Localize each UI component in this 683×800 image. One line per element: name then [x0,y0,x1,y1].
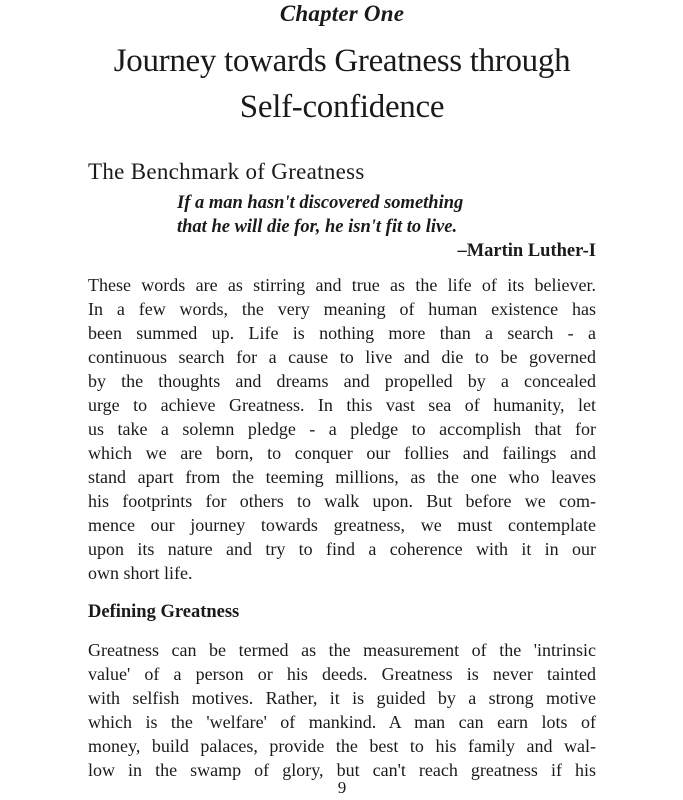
epigraph [88,191,596,239]
epigraph-line-1: If a man hasn't discovered something [177,193,464,213]
paragraph-line: urge to achieve Greatness. In this vast sea of humanity, let [88,395,596,415]
subsection-paragraph [88,638,596,782]
paragraph-line: by the thoughts and dreams and propelled by a concealed [88,371,596,391]
paragraph-line: In a few words, the very meaning of human existence has [88,299,596,319]
paragraph-line: which we are born, to conquer our follies and failings and [88,443,596,463]
section-paragraph [88,273,596,585]
paragraph-line: with selfish motives. Rather, it is guided by a strong motive [88,688,596,708]
paragraph-line: These words are as stirring and true as the life of its believer. [88,275,596,295]
paragraph-line: mence our journey towards greatness, we must contemplate [88,515,596,535]
chapter-title [88,38,596,130]
chapter-title-line-1: Journey towards Greatness through [113,43,571,79]
paragraph-line: continuous search for a cause to live and die to be governed [88,347,596,367]
paragraph-line: value' of a person or his deeds. Greatness is never tainted [88,664,596,684]
paragraph-line: upon its nature and try to find a coherence with it in our [88,539,596,559]
chapter-label: Chapter One [279,1,405,26]
page-number: 9 [337,778,347,797]
paragraph-line: us take a solemn pledge - a pledge to accomplish that for [88,419,596,439]
paragraph-line: which is the 'welfare' of mankind. A man can earn lots of [88,712,596,732]
epigraph-line-2: that he will die for, he isn't fit to live. [177,217,458,237]
paragraph-line: money, build palaces, provide the best to his family and wal- [88,736,596,756]
epigraph-author: –Martin Luther-I [457,241,596,261]
paragraph-line: stand apart from the teeming millions, as the one who leaves [88,467,596,487]
paragraph-line: been summed up. Life is nothing more than a search - a [88,323,596,343]
paragraph-line: own short life. [88,563,193,583]
paragraph-line: low in the swamp of glory, but can't reach greatness if his [88,760,596,780]
paragraph-line: his footprints for others to walk upon. But before we com- [88,491,596,511]
paragraph-line: Greatness can be termed as the measurement of the 'intrinsic [88,640,596,660]
chapter-title-line-2: Self-confidence [239,89,445,125]
subsection-heading: Defining Greatness [88,602,240,622]
book-page [88,0,596,800]
section-heading: The Benchmark of Greatness [88,159,365,184]
